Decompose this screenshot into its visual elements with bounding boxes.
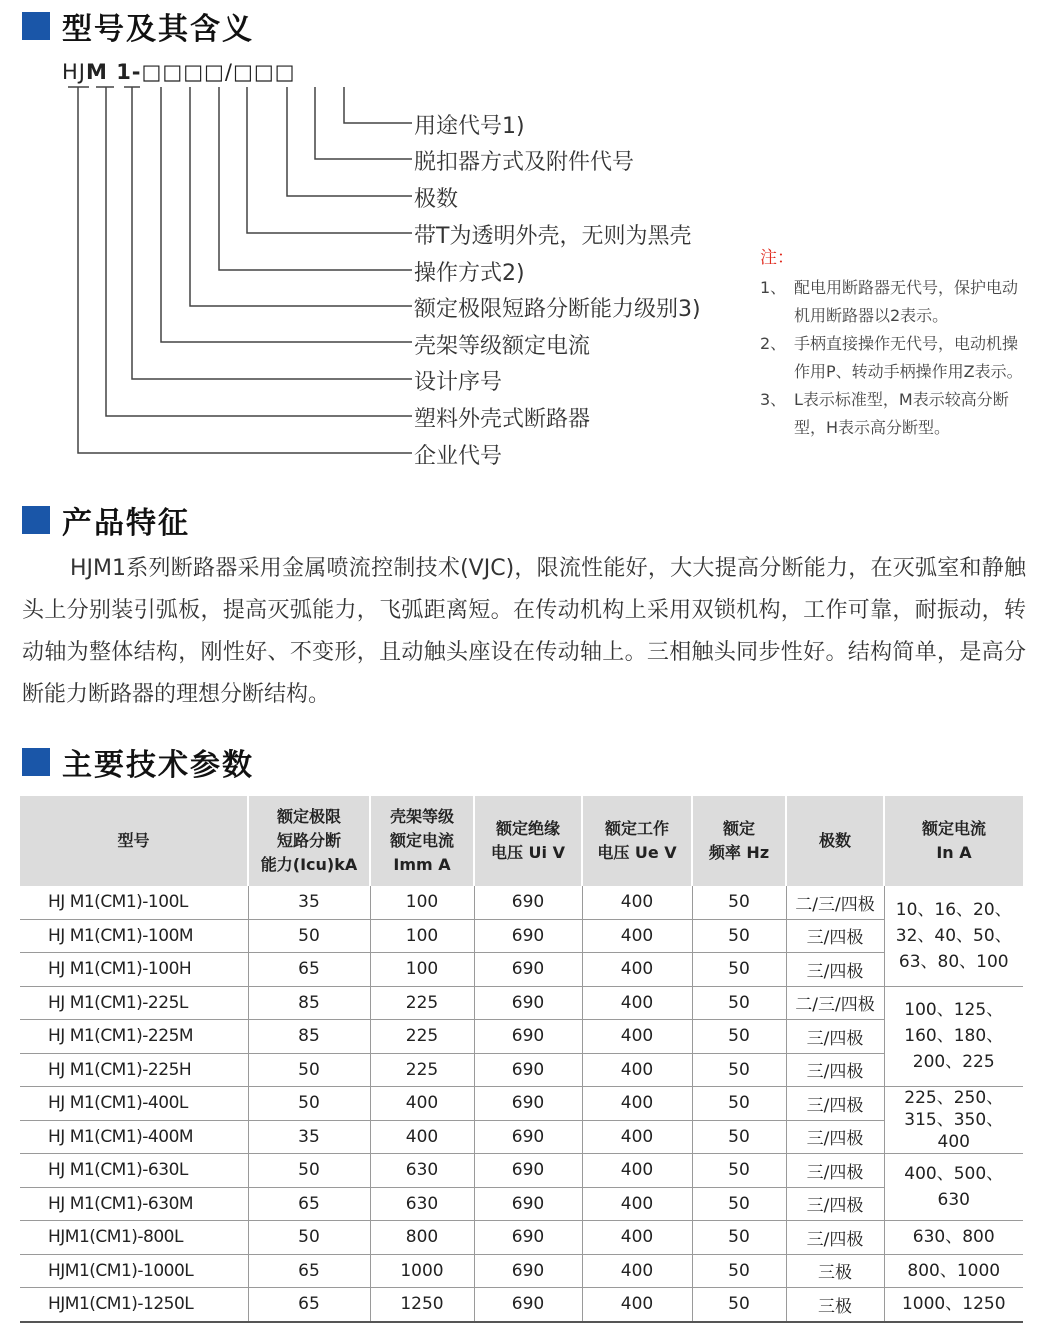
diagram-label-company: 企业代号 <box>414 444 503 469</box>
section-square-icon <box>22 506 50 534</box>
rated-current-cell: 1000、1250 <box>884 1288 1023 1322</box>
diagram-label-design: 设计序号 <box>414 370 503 395</box>
section-title-params: 主要技术参数 <box>22 742 254 782</box>
notes-box <box>760 244 1030 442</box>
header-ue: 额定工作 电压 Ue V <box>582 796 692 886</box>
table-header-row <box>20 796 1023 886</box>
diagram-label-frame-current: 壳架等级额定电流 <box>414 334 591 359</box>
diagram-label-mccb: 塑料外壳式断路器 <box>414 407 591 432</box>
rated-current-cell: 400、500、 630 <box>884 1154 1023 1221</box>
header-hz: 额定 频率 Hz <box>692 796 786 886</box>
table-row: HJ M1(CM1)-630L 50 630 690 400 50 三/四极 400、500、 630 <box>20 1154 1023 1188</box>
diagram-label-poles: 极数 <box>414 187 459 212</box>
note-item: 2、 手柄直接操作无代号，电动机操作用P、转动手柄操作用Z表示。 <box>760 334 1023 381</box>
section-title-model: 型号及其含义 <box>22 6 254 46</box>
table-row: HJ M1(CM1)-225H 50 225 690 400 50 三/四极 <box>20 1053 1023 1087</box>
table-row: HJM1(CM1)-1250L 65 1250 690 400 50 三极 1000、1250 <box>20 1288 1023 1322</box>
note-item: 1、 配电用断路器无代号，保护电动机用断路器以2表示。 <box>760 278 1019 325</box>
diagram-label-release: 脱扣器方式及附件代号 <box>414 150 635 175</box>
note-item: 3、 L表示标准型，M表示较高分断型，H表示高分断型。 <box>760 390 1009 437</box>
rated-current-cell: 10、16、20、 32、40、50、 63、80、100 <box>884 886 1023 986</box>
rated-current-cell: 100、125、 160、180、 200、225 <box>884 986 1023 1087</box>
section-title-features: 产品特征 <box>22 500 190 540</box>
diagram-label-shell: 带T为透明外壳，无则为黑壳 <box>414 224 692 249</box>
header-ui: 额定绝缘 电压 Ui V <box>474 796 582 886</box>
table-row: HJ M1(CM1)-100L 35 100 690 400 50 二/三/四极 10、16、20、 32、40、50、 63、80、100 <box>20 886 1023 919</box>
table-row: HJ M1(CM1)-225M 85 225 690 400 50 三/四极 <box>20 1020 1023 1054</box>
table-row: HJM1(CM1)-800L 50 800 690 400 50 三/四极 630、800 <box>20 1221 1023 1255</box>
rated-current-cell: 225、250、 315、350、 400 <box>884 1087 1023 1154</box>
diagram-label-operation: 操作方式2) <box>414 261 525 286</box>
table-row: HJM1(CM1)-1000L 65 1000 690 400 50 三极 800、1000 <box>20 1254 1023 1288</box>
table-row: HJ M1(CM1)-400L 50 400 690 400 50 三/四极 225、250、 315、350、 400 <box>20 1087 1023 1121</box>
table-row: HJ M1(CM1)-400M 35 400 690 400 50 三/四极 <box>20 1120 1023 1154</box>
header-model: 型号 <box>20 796 248 886</box>
table-row: HJ M1(CM1)-225L 85 225 690 400 50 二/三/四极 100、125、 160、180、 200、225 <box>20 986 1023 1020</box>
table-row: HJ M1(CM1)-100M 50 100 690 400 50 三/四极 <box>20 919 1023 953</box>
model-code: HJM 1-□□□□/□□□ <box>62 60 296 84</box>
section-square-icon <box>22 748 50 776</box>
notes-heading: 注： <box>760 248 794 268</box>
table-row: HJ M1(CM1)-630M 65 630 690 400 50 三/四极 <box>20 1187 1023 1221</box>
header-poles: 极数 <box>786 796 884 886</box>
header-icu: 额定极限 短路分断 能力(Icu)kA <box>248 796 370 886</box>
table-row: HJ M1(CM1)-100H 65 100 690 400 50 三/四极 <box>20 953 1023 987</box>
rated-current-cell: 800、1000 <box>884 1254 1023 1288</box>
rated-current-cell: 630、800 <box>884 1221 1023 1255</box>
features-paragraph: HJM1系列断路器采用金属喷流控制技术(VJC)，限流性能好，大大提高分断能力，在灭弧室和静触头上分别装引弧板，提高灭弧能力，飞弧距离短。在传动机构上采用双锁机构，工作可靠，耐振动，转动轴为整体结构，刚性好、不变形，且动触头座设在传动轴上。三相触头同步性好。结构简单，是高分断能力断路器的理想分断结构。 <box>22 556 1026 707</box>
diagram-label-breaking: 额定极限短路分断能力级别3) <box>414 297 701 322</box>
header-in: 额定电流 In A <box>884 796 1023 886</box>
header-imm: 壳架等级 额定电流 Imm A <box>370 796 474 886</box>
diagram-label-usage: 用途代号1) <box>414 114 525 139</box>
spec-table <box>20 796 1023 1323</box>
